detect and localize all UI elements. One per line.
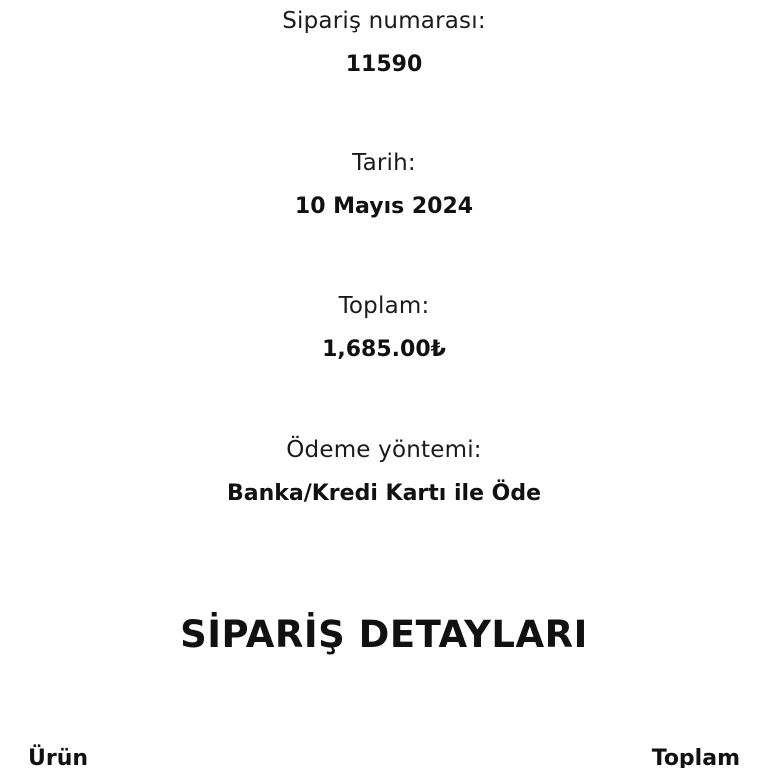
payment-method-value: Banka/Kredi Kartı ile Öde xyxy=(226,481,542,506)
order-total-block xyxy=(0,291,768,365)
order-number-label: Sipariş numarası: xyxy=(282,8,486,34)
order-number-block xyxy=(0,6,768,80)
order-total-label: Toplam: xyxy=(338,293,430,319)
order-details-table-header xyxy=(0,744,768,768)
order-date-label: Tarih: xyxy=(352,150,416,176)
order-number-value: 11590 xyxy=(345,52,423,77)
payment-method-label: Ödeme yöntemi: xyxy=(286,437,482,463)
order-total-value: 1,685.00₺ xyxy=(322,337,446,362)
column-header-product: Ürün xyxy=(28,746,89,768)
order-date-block xyxy=(0,148,768,222)
order-details-title: SİPARİŞ DETAYLARI xyxy=(180,613,588,656)
order-date-value: 10 Mayıs 2024 xyxy=(294,194,474,219)
payment-method-block xyxy=(0,435,768,509)
column-header-total: Toplam xyxy=(651,746,740,768)
